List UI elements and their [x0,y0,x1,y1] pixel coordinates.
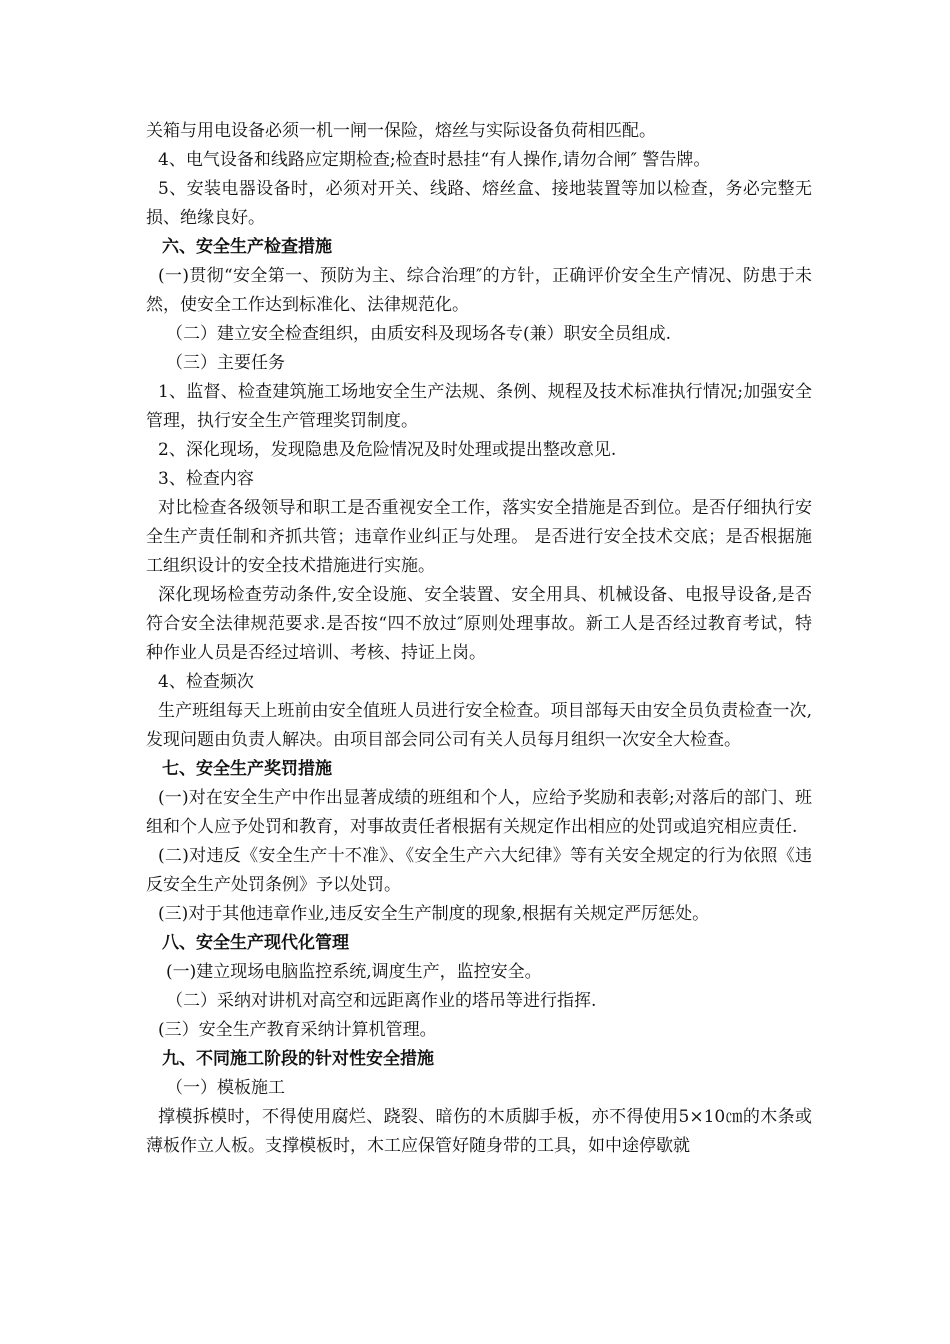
body-paragraph: 3、检查内容 [158,469,254,489]
body-paragraph: 2、深化现场，发现隐患及危险情况及时处理或提出整改意见. [158,440,617,460]
body-paragraph: 撑模拆模时，不得使用腐烂、跷裂、暗伤的木质脚手板，亦不得使用5×10㎝的木条或薄板作立人板。支撑模板时，木工应保管好随身带的工具，如中途停歇就 [146,1107,812,1156]
body-paragraph: (一)建立现场电脑监控系统,调度生产，监控安全。 [166,962,542,982]
section-heading: 七、安全生产奖罚措施 [162,759,332,779]
body-paragraph: （二）建立安全检查组织，由质安科及现场各专(兼）职安全员组成. [166,324,672,344]
body-paragraph: (一)贯彻“安全第一、预防为主、综合治理″的方针，正确评价安全生产情况、防患于未然，使安全工作达到标准化、法律规范化。 [146,266,812,315]
body-paragraph: 对比检查各级领导和职工是否重视安全工作，落实安全措施是否到位。是否仔细执行安全生产责任制和齐抓共管；违章作业纠正与处理。 是否进行安全技术交底；是否根据施工组织设计的安全技术措施进行实施。 [146,498,812,576]
body-paragraph: (一)对在安全生产中作出显著成绩的班组和个人，应给予奖励和表彰;对落后的部门、班组和个人应予处罚和教育，对事故责任者根据有关规定作出相应的处罚或追究相应责任. [146,788,812,837]
body-paragraph: （三）主要任务 [166,353,285,373]
body-paragraph: （二）采纳对讲机对高空和远距离作业的塔吊等进行指挥. [166,991,597,1011]
section-heading: 八、安全生产现代化管理 [162,933,349,953]
body-paragraph: 4、电气设备和线路应定期检查;检查时悬挂“有人操作,请勿合闸″ 警告牌。 [158,150,711,170]
body-paragraph: (二)对违反《安全生产十不准》、《安全生产六大纪律》等有关安全规定的行为依照《违反安全生产处罚条例》予以处罚。 [146,846,812,895]
body-paragraph: 5、安装电器设备时，必须对开关、线路、熔丝盒、接地装置等加以检查，务必完整无损、绝缘良好。 [146,179,812,228]
document-body [146,117,812,1161]
body-paragraph: 深化现场检查劳动条件,安全设施、安全装置、安全用具、机械设备、电报导设备,是否符合安全法律规范要求.是否按“四不放过″原则处理事故。新工人是否经过教育考试，特种作业人员是否经过培训、考核、持证上岗。 [146,585,812,663]
section-heading: 九、不同施工阶段的针对性安全措施 [162,1049,434,1069]
body-paragraph: (三）安全生产教育采纳计算机管理。 [158,1020,437,1040]
body-paragraph: 4、检查频次 [158,672,254,692]
body-paragraph: 1、监督、检查建筑施工场地安全生产法规、条例、规程及技术标准执行情况;加强安全管理，执行安全生产管理奖罚制度。 [146,382,812,431]
body-paragraph: （一）模板施工 [166,1078,285,1098]
section-heading: 六、安全生产检查措施 [162,237,332,257]
body-paragraph: 生产班组每天上班前由安全值班人员进行安全检查。项目部每天由安全员负责检查一次,发现问题由负责人解决。由项目部会同公司有关人员每月组织一次安全大检查。 [146,701,812,750]
body-paragraph: (三)对于其他违章作业,违反安全生产制度的现象,根据有关规定严厉惩处。 [158,904,710,924]
body-paragraph: 关箱与用电设备必须一机一闸一保险，熔丝与实际设备负荷相匹配。 [146,121,656,141]
